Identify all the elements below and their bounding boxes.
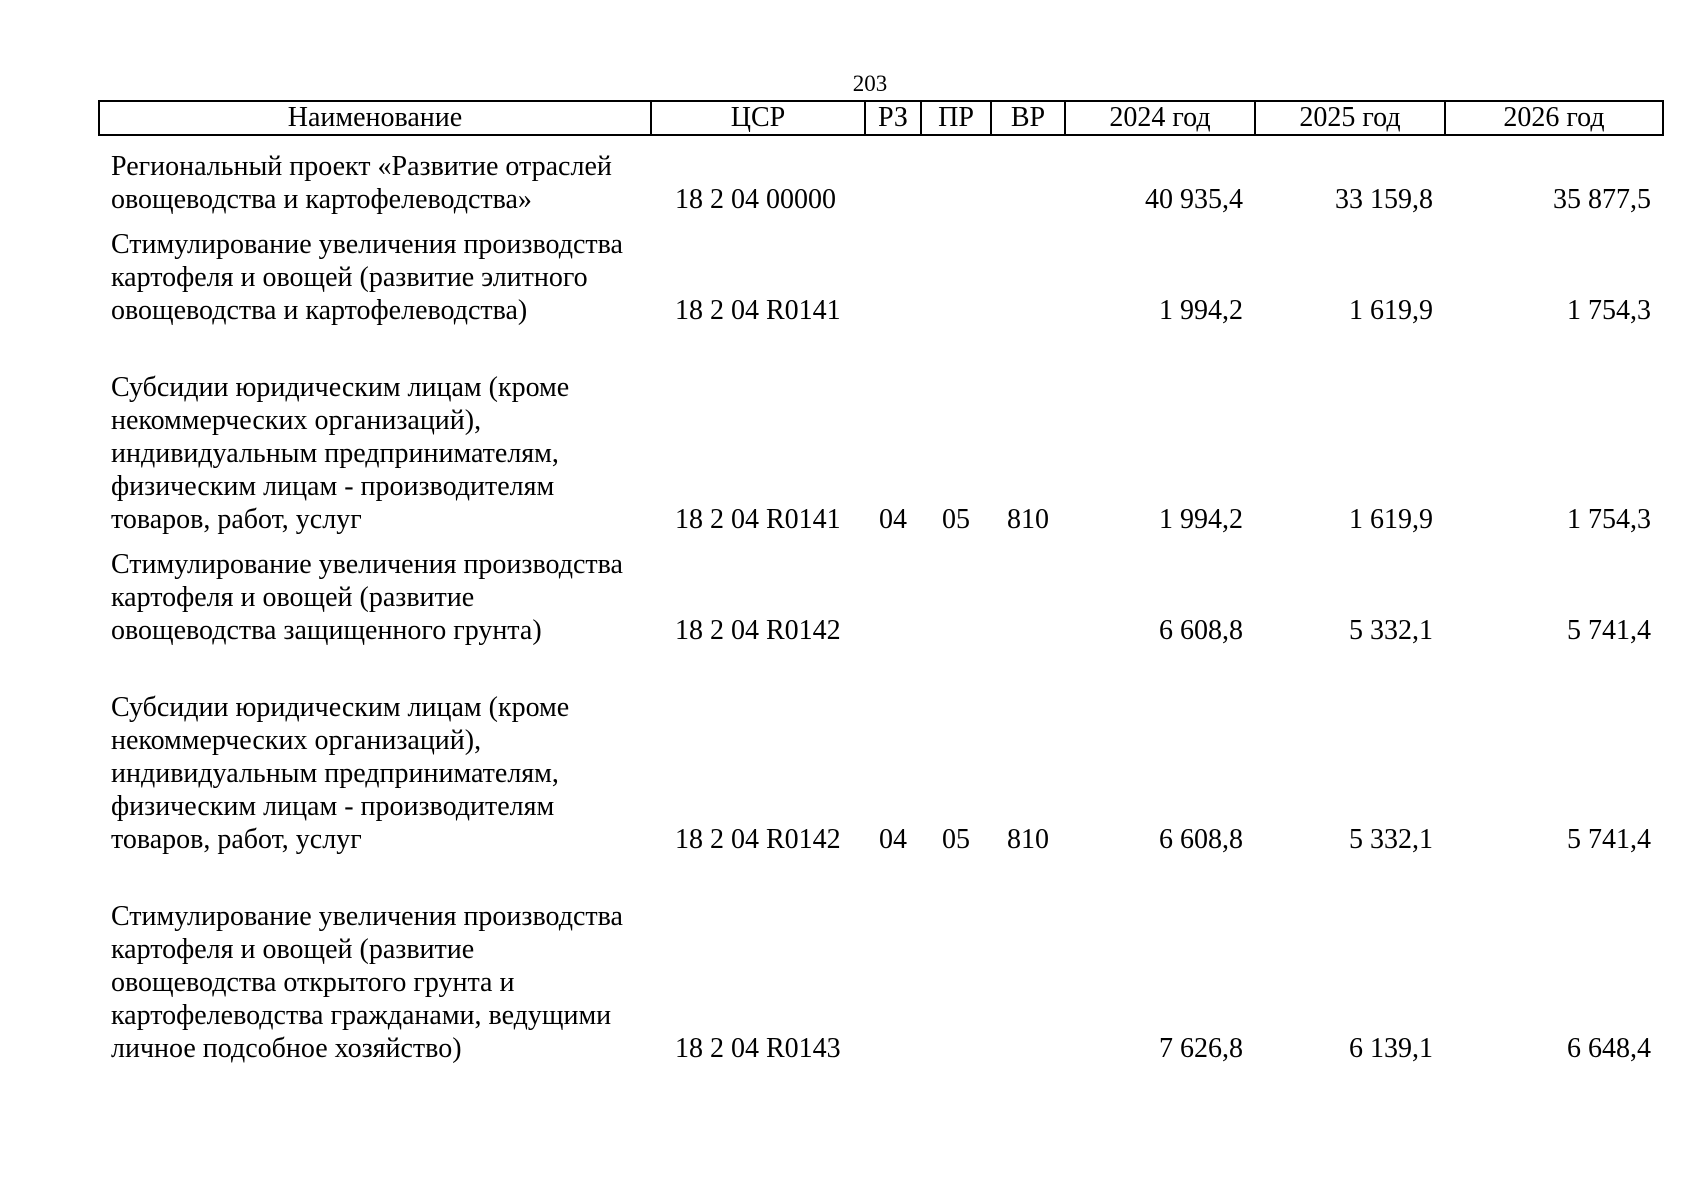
row-csr: 18 2 04 R0142 (675, 615, 841, 646)
row-vr (991, 856, 1065, 1065)
row-2026: 5 741,4 (1567, 615, 1651, 646)
header-2026: 2026 год (1445, 101, 1663, 135)
row-2024: 7 626,8 (1159, 1033, 1243, 1064)
row-pr (921, 856, 991, 1065)
row-name: Субсидии юридическим лицам (кроме некоммерческих организаций), индивидуальным предпринимателям, физическим лицам - производителям товаров, работ, услуг (111, 692, 570, 855)
row-vr (991, 536, 1065, 647)
row-2026: 35 877,5 (1553, 184, 1651, 215)
row-2025: 1 619,9 (1349, 504, 1433, 535)
row-2024: 1 994,2 (1159, 295, 1243, 326)
row-2026: 5 741,4 (1567, 824, 1651, 855)
row-pr: 05 (942, 824, 970, 855)
row-2026: 1 754,3 (1567, 295, 1651, 326)
row-pr: 05 (942, 504, 970, 535)
row-vr: 810 (1007, 824, 1049, 855)
row-rz (865, 216, 921, 327)
row-2026: 6 648,4 (1567, 1033, 1651, 1064)
table-row (99, 856, 1663, 1065)
row-2024: 6 608,8 (1159, 824, 1243, 855)
row-2025: 5 332,1 (1349, 824, 1433, 855)
row-2024: 40 935,4 (1145, 184, 1243, 215)
table-row (99, 536, 1663, 647)
row-csr: 18 2 04 R0142 (675, 824, 841, 855)
row-rz: 04 (879, 824, 907, 855)
row-2025: 1 619,9 (1349, 295, 1433, 326)
header-csr: ЦСР (651, 101, 865, 135)
row-2025: 33 159,8 (1335, 184, 1433, 215)
row-pr (921, 216, 991, 327)
table-header-row (99, 101, 1663, 135)
row-csr: 18 2 04 R0141 (675, 295, 841, 326)
table-row (99, 135, 1663, 216)
table-row (99, 327, 1663, 536)
header-name: Наименование (99, 101, 651, 135)
row-csr: 18 2 04 00000 (675, 184, 836, 215)
header-2024: 2024 год (1065, 101, 1255, 135)
row-2026: 1 754,3 (1567, 504, 1651, 535)
row-2025: 5 332,1 (1349, 615, 1433, 646)
row-name: Стимулирование увеличения производства картофеля и овощей (развитие овощеводства открытого грунта и картофелеводства гражданами, ведущими личное подсобное хозяйство) (111, 901, 623, 1064)
header-2025: 2025 год (1255, 101, 1445, 135)
table-row (99, 216, 1663, 327)
row-rz (865, 536, 921, 647)
row-2025: 6 139,1 (1349, 1033, 1433, 1064)
page-number: 203 (852, 71, 888, 96)
row-name: Стимулирование увеличения производства картофеля и овощей (развитие элитного овощеводства и картофелеводства) (111, 229, 623, 326)
row-csr: 18 2 04 R0143 (675, 1033, 841, 1064)
row-vr (991, 216, 1065, 327)
row-rz (865, 135, 921, 216)
row-name: Субсидии юридическим лицам (кроме некоммерческих организаций), индивидуальным предпринимателям, физическим лицам - производителям товаров, работ, услуг (111, 372, 570, 535)
table-row (99, 647, 1663, 856)
row-rz (865, 856, 921, 1065)
row-name: Региональный проект «Развитие отраслей овощеводства и картофелеводства» (111, 151, 612, 215)
row-pr (921, 135, 991, 216)
row-2024: 6 608,8 (1159, 615, 1243, 646)
row-csr: 18 2 04 R0141 (675, 504, 841, 535)
header-vr: ВР (991, 101, 1065, 135)
header-rz: РЗ (865, 101, 921, 135)
row-pr (921, 536, 991, 647)
row-2024: 1 994,2 (1159, 504, 1243, 535)
row-rz: 04 (879, 504, 907, 535)
header-pr: ПР (921, 101, 991, 135)
row-name: Стимулирование увеличения производства картофеля и овощей (развитие овощеводства защищенного грунта) (111, 549, 623, 646)
row-vr (991, 135, 1065, 216)
row-vr: 810 (1007, 504, 1049, 535)
budget-table (98, 100, 1664, 1065)
